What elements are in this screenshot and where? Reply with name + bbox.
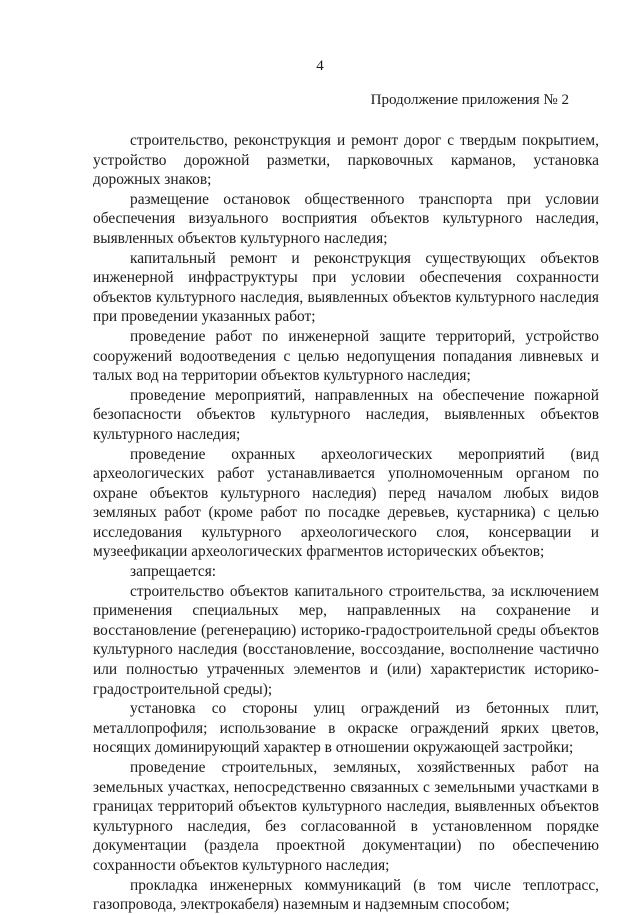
document-body	[93, 131, 599, 915]
paragraph: проведение строительных, земляных, хозяйственных работ на земельных участках, непосредственно связанных с земельными участками в границах территорий объектов культурного наследия, выявленных объектов культурного наследия, без согласованной в установленном порядке документации (раздела проектной документации) по обеспечению сохранности объектов культурного наследия;	[93, 759, 599, 874]
paragraph: капитальный ремонт и реконструкция существующих объектов инженерной инфраструктуры при условии обеспечения сохранности объектов культурного наследия, выявленных объектов культурного наследия при проведении указанных работ;	[93, 249, 599, 326]
section-label-prohibited: запрещается:	[130, 563, 217, 581]
appendix-continuation-header: Продолжение приложения № 2	[370, 92, 569, 108]
page-number: 4	[316, 58, 324, 74]
paragraph: установка со стороны улиц ограждений из бетонных плит, металлопрофиля; использование в окраске ограждений ярких цветов, носящих доминирующий характер в отношении окружающей застройки;	[93, 700, 599, 757]
paragraph: строительство объектов капитального строительства, за исключением применения специальных мер, направленных на сохранение и восстановление (регенерацию) историко-градостроительной среды объектов культурного наследия (восстановление, воссоздание, восполнение частично или полностью утраченных элементов и (или) характеристик историко-градостроительной среды);	[93, 582, 599, 698]
paragraph: размещение остановок общественного транспорта при условии обеспечения визуального восприятия объектов культурного наследия, выявленных объектов культурного наследия;	[93, 190, 599, 247]
paragraph: строительство, реконструкция и ремонт дорог с твердым покрытием, устройство дорожной разметки, парковочных карманов, установка дорожных знаков;	[93, 132, 599, 189]
paragraph: проведение мероприятий, направленных на обеспечение пожарной безопасности объектов культурного наследия, выявленных объектов культурного наследия;	[93, 386, 599, 443]
paragraph: проведение охранных археологических мероприятий (вид археологических работ устанавливается уполномоченным органом по охране объектов культурного наследия) перед началом любых видов земляных работ (кроме работ по посадке деревьев, кустарника) с целью исследования культурного археологического слоя, консервации и музеефикации археологических фрагментов исторических объектов;	[93, 445, 599, 561]
paragraph: проведение работ по инженерной защите территорий, устройство сооружений водоотведения с целью недопущения попадания ливневых и талых вод на территории объектов культурного наследия;	[93, 327, 599, 385]
paragraph: прокладка инженерных коммуникаций (в том числе теплотрасс, газопровода, электрокабеля) наземным и надземным способом;	[93, 876, 599, 914]
